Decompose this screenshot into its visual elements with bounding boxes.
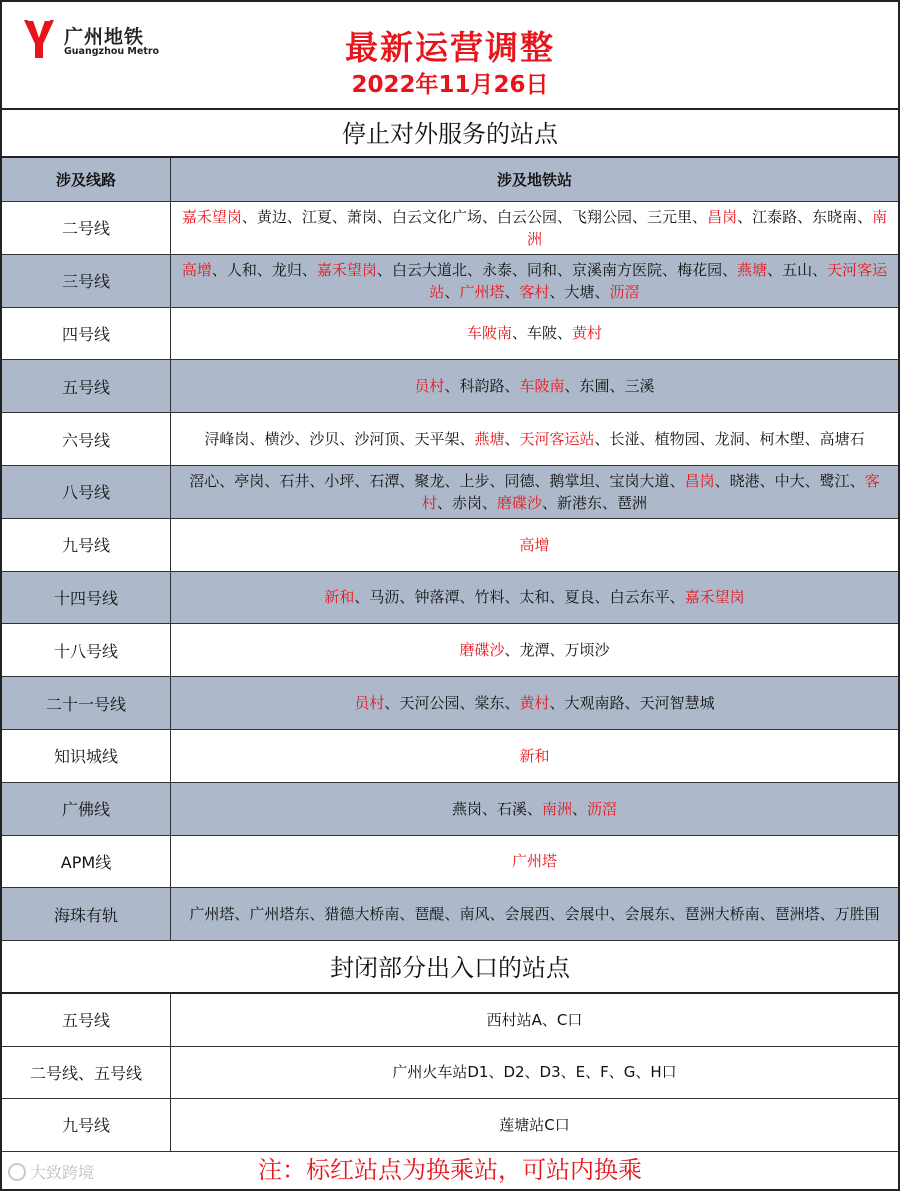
station-list: 嘉禾望岗、黄边、江夏、萧岗、白云文化广场、白云公园、飞翔公园、三元里、昌岗、江泰路、东晓南、南洲	[181, 207, 888, 248]
station: 长湴	[609, 430, 640, 449]
transfer-station: 客村	[519, 282, 550, 301]
station: 梅花园	[677, 260, 723, 279]
station-list: 浔峰岗、横沙、沙贝、沙河顶、天平架、燕塘、天河客运站、长湴、植物园、龙洞、柯木塱、高塘石	[204, 430, 865, 449]
station: 夏良	[564, 588, 595, 607]
transfer-station: 燕塘	[737, 260, 768, 279]
transfer-station: 嘉禾望岗	[181, 207, 242, 226]
section-closed-exits-title: 封闭部分出入口的站点	[2, 942, 898, 994]
transfer-station: 嘉禾望岗	[316, 260, 377, 279]
logo-chinese-name: 广州地铁	[64, 26, 145, 48]
transfer-station: 南洲	[542, 799, 573, 818]
closed-stations-table	[2, 202, 898, 941]
station: 石潭	[369, 471, 400, 490]
transfer-station: 黄村	[572, 324, 603, 343]
station: 琶洲塔	[774, 905, 820, 924]
table-row	[2, 202, 898, 255]
transfer-station: 南洲	[526, 207, 888, 248]
transfer-station: 昌岗	[684, 471, 715, 490]
line-name: 九号线	[2, 1099, 171, 1151]
station: 宝岗大道	[609, 471, 670, 490]
station: 会展东	[624, 905, 670, 924]
station: 猎德大桥南	[324, 905, 400, 924]
station: 上步	[459, 471, 490, 490]
line-name: 六号线	[2, 413, 171, 465]
line-name: 十四号线	[2, 572, 171, 624]
line-name: 三号线	[2, 255, 171, 307]
column-header-stations: 涉及地铁站	[496, 171, 572, 189]
station: 南风	[459, 905, 490, 924]
line-name: 二十一号线	[2, 677, 171, 729]
station: 三溪	[624, 377, 655, 396]
table-row	[2, 360, 898, 413]
transfer-station: 沥滘	[609, 282, 640, 301]
station: 柯木塱	[759, 430, 805, 449]
line-name: 海珠有轨	[2, 888, 171, 940]
transfer-station: 员村	[414, 377, 445, 396]
station: 钟落潭	[414, 588, 460, 607]
section-closed-stations-title: 停止对外服务的站点	[2, 110, 898, 158]
station: 京溪南方医院	[572, 260, 663, 279]
transfer-station: 员村	[354, 694, 385, 713]
table-row	[2, 413, 898, 466]
station: 万胜围	[834, 905, 880, 924]
station-list: 磨碟沙、龙潭、万顷沙	[459, 641, 610, 660]
station-list	[171, 519, 898, 571]
station: 永泰	[481, 260, 512, 279]
transfer-station: 天河客运站	[429, 260, 888, 301]
station: 琶洲大桥南	[684, 905, 760, 924]
station: 白云文化广场	[391, 207, 482, 226]
transfer-station: 广州塔	[511, 852, 557, 871]
line-name: APM线	[2, 836, 171, 888]
transfer-station: 天河客运站	[519, 430, 595, 449]
station: 马沥	[369, 588, 400, 607]
station: 浔峰岗	[204, 430, 250, 449]
station: 广州塔东	[249, 905, 310, 924]
table-row	[2, 466, 898, 519]
table-row	[2, 994, 898, 1047]
table-row	[2, 1047, 898, 1100]
transfer-station: 客村	[421, 471, 880, 512]
station: 大观南路	[564, 694, 625, 713]
station: 龙归	[271, 260, 302, 279]
station-list	[171, 730, 898, 782]
transfer-station: 高增	[181, 260, 212, 279]
table-row	[2, 519, 898, 572]
table-header	[2, 158, 898, 202]
station: 石井	[279, 471, 310, 490]
exit-info: 西村站A、C口	[486, 1010, 583, 1029]
logo-english-name: Guangzhou Metro	[64, 46, 160, 57]
transfer-station: 昌岗	[707, 207, 738, 226]
table-row	[2, 677, 898, 730]
station: 聚龙	[414, 471, 445, 490]
station-list: 燕岗、石溪、南洲、沥滘	[451, 799, 618, 818]
line-name: 八号线	[2, 466, 171, 518]
station: 鹅掌坦	[549, 471, 595, 490]
table-row	[2, 1099, 898, 1152]
station: 天河公园	[399, 694, 460, 713]
station: 同和	[527, 260, 558, 279]
exit-info: 广州火车站D1、D2、D3、E、F、G、H口	[392, 1063, 677, 1082]
transfer-station: 车陂南	[466, 324, 512, 343]
station-list: 员村、科韵路、车陂南、东圃、三溪	[414, 377, 655, 396]
line-name: 九号线	[2, 519, 171, 571]
column-header-line: 涉及线路	[2, 158, 171, 201]
station: 会展中	[564, 905, 610, 924]
notice-date: 2022年11月26日	[351, 72, 549, 98]
station: 同德	[504, 471, 535, 490]
station-list: 车陂南、车陂、黄村	[466, 324, 603, 343]
station: 竹料	[474, 588, 505, 607]
station: 石溪	[496, 799, 527, 818]
line-name: 知识城线	[2, 730, 171, 782]
transfer-station: 高增	[519, 535, 550, 554]
station: 亭岗	[234, 471, 265, 490]
transfer-station: 嘉禾望岗	[684, 588, 745, 607]
station: 小坪	[324, 471, 355, 490]
station: 白云东平	[609, 588, 670, 607]
transfer-station: 车陂南	[519, 377, 565, 396]
station: 滘心	[189, 471, 220, 490]
station-list: 员村、天河公园、棠东、黄村、大观南路、天河智慧城	[354, 694, 715, 713]
watermark-text: 大致跨境	[30, 1163, 95, 1182]
station: 晓港	[729, 471, 760, 490]
station: 琶洲	[617, 493, 648, 512]
station-list: 新和、马沥、钟落潭、竹料、太和、夏良、白云东平、嘉禾望岗	[324, 588, 745, 607]
station-list	[171, 836, 898, 888]
station: 棠东	[474, 694, 505, 713]
station: 鹭江	[819, 471, 850, 490]
line-name: 五号线	[2, 360, 171, 412]
table-row	[2, 572, 898, 625]
transfer-station: 黄村	[519, 694, 550, 713]
station: 江夏	[301, 207, 332, 226]
station-list: 滘心、亭岗、石井、小坪、石潭、聚龙、上步、同德、鹅掌坦、宝岗大道、昌岗、晓港、中大、鹭江、客村、赤岗、磨碟沙、新港东、琶洲	[189, 471, 880, 512]
table-row	[2, 255, 898, 308]
line-name: 二号线	[2, 202, 171, 254]
station: 白云公园	[496, 207, 557, 226]
station: 燕岗	[451, 799, 482, 818]
table-row	[2, 836, 898, 889]
station: 赤岗	[451, 493, 482, 512]
station: 天河智慧城	[639, 694, 715, 713]
watermark-icon	[8, 1163, 26, 1181]
table-row	[2, 624, 898, 677]
station: 高塘石	[819, 430, 865, 449]
station: 东晓南	[812, 207, 858, 226]
header	[2, 2, 898, 110]
page-title: 最新运营调整	[345, 28, 555, 67]
station: 江泰路	[752, 207, 798, 226]
station: 沙河顶	[354, 430, 400, 449]
transfer-station: 广州塔	[459, 282, 505, 301]
station: 五山	[782, 260, 813, 279]
station: 沙贝	[309, 430, 340, 449]
station: 中大	[774, 471, 805, 490]
station: 黄边	[256, 207, 287, 226]
station: 三元里	[647, 207, 693, 226]
table-row	[2, 308, 898, 361]
station: 大塘	[564, 282, 595, 301]
station: 琶醍	[414, 905, 445, 924]
station: 东圃	[579, 377, 610, 396]
station: 飞翔公园	[572, 207, 633, 226]
station: 龙潭	[519, 641, 550, 660]
station: 车陂	[526, 324, 557, 343]
station: 植物园	[654, 430, 700, 449]
station: 人和	[226, 260, 257, 279]
transfer-note: 注：标红站点为换乘站，可站内换乘	[258, 1156, 642, 1184]
watermark	[8, 1160, 94, 1183]
table-row	[2, 783, 898, 836]
station: 萧岗	[346, 207, 377, 226]
station: 会展西	[504, 905, 550, 924]
transfer-station: 沥滘	[587, 799, 618, 818]
station: 龙洞	[714, 430, 745, 449]
line-name: 五号线	[2, 994, 171, 1046]
table-row	[2, 730, 898, 783]
station: 科韵路	[459, 377, 505, 396]
line-name: 二号线、五号线	[2, 1047, 171, 1099]
transfer-station: 新和	[519, 746, 550, 765]
exit-info: 莲塘站C口	[499, 1115, 570, 1134]
station: 万顷沙	[564, 641, 610, 660]
station: 太和	[519, 588, 550, 607]
station: 新港东	[557, 493, 603, 512]
station: 横沙	[264, 430, 295, 449]
transfer-station: 新和	[324, 588, 355, 607]
station-list: 高增、人和、龙归、嘉禾望岗、白云大道北、永泰、同和、京溪南方医院、梅花园、燕塘、五山、天河客运站、广州塔、客村、大塘、沥滘	[181, 260, 888, 301]
line-name: 四号线	[2, 308, 171, 360]
station: 广州塔	[189, 905, 235, 924]
table-row	[2, 888, 898, 941]
line-name: 十八号线	[2, 624, 171, 676]
closed-exits-table	[2, 994, 898, 1152]
station: 白云大道北	[391, 260, 467, 279]
transfer-station: 磨碟沙	[459, 641, 505, 660]
line-name: 广佛线	[2, 783, 171, 835]
transfer-station: 燕塘	[474, 430, 505, 449]
station-list: 广州塔、广州塔东、猎德大桥南、琶醍、南风、会展西、会展中、会展东、琶洲大桥南、琶洲塔、万胜围	[189, 905, 880, 924]
station: 天平架	[414, 430, 460, 449]
transfer-station: 磨碟沙	[496, 493, 542, 512]
